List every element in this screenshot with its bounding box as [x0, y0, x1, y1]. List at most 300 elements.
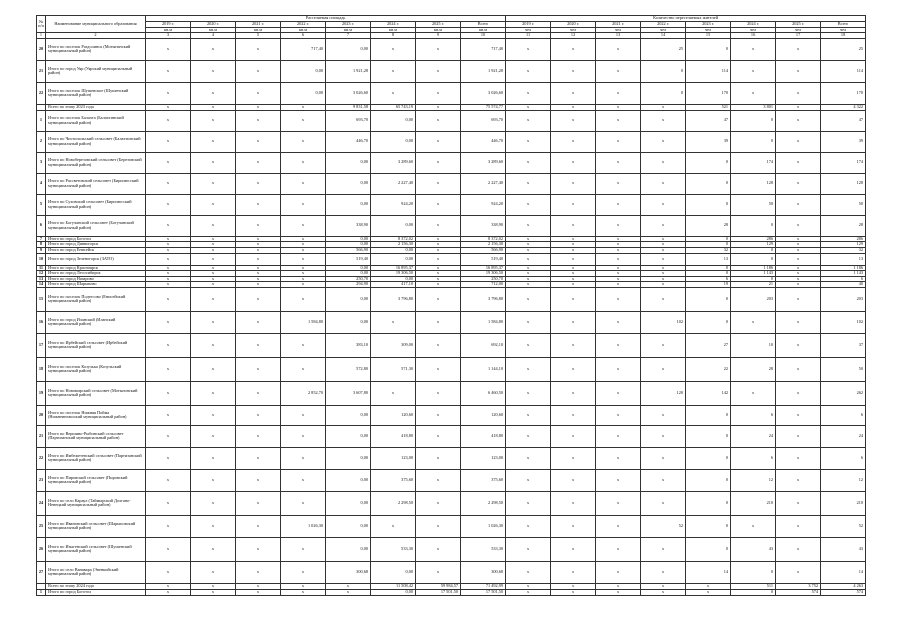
people-cell: x — [776, 561, 821, 583]
header-unit-people: чел — [776, 27, 821, 33]
area-cell: x — [281, 194, 326, 215]
area-cell: 0,00 — [326, 265, 371, 271]
area-cell: 924,20 — [461, 194, 506, 215]
area-cell: x — [236, 589, 281, 595]
table-row — [37, 60, 866, 82]
people-cell: 129 — [821, 242, 866, 248]
people-cell: x — [776, 152, 821, 173]
people-cell: x — [506, 491, 551, 515]
people-cell: x — [776, 515, 821, 537]
people-cell: 0 — [641, 82, 686, 104]
people-cell: 574 — [821, 589, 866, 595]
area-cell: x — [146, 253, 191, 265]
row-name: Итого по Имбежетевский сельсовет (Партизанский муниципальный район) — [46, 447, 146, 469]
people-cell: x — [596, 104, 641, 110]
area-cell: 692,10 — [461, 333, 506, 357]
area-cell: 0,00 — [326, 236, 371, 242]
area-cell: x — [191, 173, 236, 194]
people-cell: x — [551, 247, 596, 253]
area-cell: x — [416, 82, 461, 104]
area-cell: 0,00 — [326, 287, 371, 311]
area-cell: x — [191, 194, 236, 215]
table-row — [37, 491, 866, 515]
people-cell: 3 801 — [731, 104, 776, 110]
area-cell: 0,00 — [371, 276, 416, 282]
area-cell: 717,40 — [281, 38, 326, 60]
area-cell: x — [146, 271, 191, 277]
header-year-area: 2025 г. — [416, 22, 461, 28]
area-cell: 1 584,80 — [281, 311, 326, 333]
row-number: 3 — [37, 152, 46, 173]
area-cell: 924,20 — [371, 194, 416, 215]
area-cell: x — [281, 469, 326, 491]
area-cell: x — [236, 287, 281, 311]
area-cell: x — [191, 357, 236, 381]
people-cell: x — [506, 333, 551, 357]
area-cell: x — [236, 405, 281, 425]
people-cell: x — [551, 60, 596, 82]
header-year-area: 2022 г. — [281, 22, 326, 28]
people-cell: x — [551, 425, 596, 447]
area-cell: x — [146, 38, 191, 60]
row-number: 24 — [37, 491, 46, 515]
area-cell: x — [146, 447, 191, 469]
area-cell: 0,00 — [371, 561, 416, 583]
area-cell: 572,80 — [326, 357, 371, 381]
people-cell: x — [551, 282, 596, 288]
people-cell: x — [776, 425, 821, 447]
people-cell: x — [776, 236, 821, 242]
header-unit-area: кв.м — [371, 27, 416, 33]
people-cell: 28 — [731, 357, 776, 381]
area-cell: 0,00 — [326, 469, 371, 491]
row-number: 27 — [37, 561, 46, 583]
row-name: Итого по город Красноярск — [46, 265, 146, 271]
people-cell: 47 — [686, 110, 731, 131]
header-unit-area: кв.м — [236, 27, 281, 33]
people-cell: 0 — [731, 110, 776, 131]
area-cell: x — [146, 357, 191, 381]
area-cell: 0,00 — [326, 447, 371, 469]
people-cell: 12 — [731, 469, 776, 491]
area-cell: 2 156,30 — [371, 242, 416, 248]
area-cell: 2 227,40 — [371, 173, 416, 194]
row-name: Итого по город Дивногорск — [46, 242, 146, 248]
people-cell: 24 — [731, 425, 776, 447]
people-cell: 10 — [731, 333, 776, 357]
area-cell: x — [416, 357, 461, 381]
people-cell: 25 — [821, 38, 866, 60]
people-cell: x — [596, 311, 641, 333]
people-cell: x — [596, 405, 641, 425]
people-cell: x — [506, 381, 551, 405]
area-cell: x — [236, 425, 281, 447]
area-cell: x — [236, 236, 281, 242]
area-cell: x — [146, 82, 191, 104]
people-cell: x — [776, 110, 821, 131]
people-cell: x — [776, 242, 821, 248]
people-cell: x — [506, 82, 551, 104]
people-cell: x — [776, 215, 821, 236]
area-cell: x — [146, 152, 191, 173]
area-cell: x — [191, 265, 236, 271]
people-cell: x — [506, 537, 551, 561]
area-cell: 566,90 — [461, 247, 506, 253]
people-cell: x — [641, 104, 686, 110]
area-cell: 2 852,70 — [281, 381, 326, 405]
header-unit-people: чел — [641, 27, 686, 33]
header-column-number: 15 — [686, 33, 731, 39]
people-cell: x — [506, 589, 551, 595]
people-cell: x — [776, 469, 821, 491]
area-cell: 300,68 — [461, 561, 506, 583]
people-cell: 128 — [821, 173, 866, 194]
area-cell: 294,90 — [326, 282, 371, 288]
people-cell: 47 — [821, 110, 866, 131]
people-cell: x — [641, 131, 686, 152]
people-cell: 120 — [641, 381, 686, 405]
header-people-group: Количество переселяемых жителей — [506, 16, 866, 22]
area-cell: x — [236, 357, 281, 381]
area-cell: 1 921,28 — [326, 60, 371, 82]
area-cell: x — [191, 333, 236, 357]
area-cell: 375,60 — [371, 469, 416, 491]
area-cell: 1 144,10 — [461, 357, 506, 381]
area-cell: 446,70 — [326, 131, 371, 152]
area-cell: x — [146, 287, 191, 311]
header-unit-area: кв.м — [191, 27, 236, 33]
area-cell: 3 289,60 — [371, 152, 416, 173]
area-cell: 571,30 — [371, 357, 416, 381]
row-number: 18 — [37, 357, 46, 381]
area-cell: x — [236, 333, 281, 357]
row-name: Итого по город Назарово — [46, 276, 146, 282]
area-cell: 1 921,28 — [461, 60, 506, 82]
people-cell: x — [551, 469, 596, 491]
area-cell: 0,00 — [281, 82, 326, 104]
people-cell: 170 — [686, 82, 731, 104]
area-cell: x — [146, 311, 191, 333]
people-cell: 0 — [731, 247, 776, 253]
row-name: Итого по поселок Подтесово (Енисейский муниципальный район) — [46, 287, 146, 311]
table-row — [37, 515, 866, 537]
people-cell: x — [596, 110, 641, 131]
people-cell: 6 — [821, 405, 866, 425]
people-cell: x — [596, 282, 641, 288]
people-cell: 174 — [821, 152, 866, 173]
people-cell: x — [686, 583, 731, 589]
area-cell: 6 460,50 — [461, 381, 506, 405]
area-cell: 0,00 — [371, 215, 416, 236]
people-cell: x — [776, 131, 821, 152]
row-name: Итого по город Боготол — [46, 589, 146, 595]
people-cell: x — [641, 173, 686, 194]
table-row — [37, 405, 866, 425]
header-number: № п/п — [37, 16, 46, 33]
people-cell: x — [506, 104, 551, 110]
people-cell: x — [506, 242, 551, 248]
header-year-people: 2019 г. — [506, 22, 551, 28]
table-header — [37, 16, 866, 39]
people-cell: x — [641, 287, 686, 311]
row-number: 8 — [37, 242, 46, 248]
area-cell: x — [236, 60, 281, 82]
people-cell: 262 — [821, 381, 866, 405]
people-cell: 0 — [686, 287, 731, 311]
people-cell: 3 752 — [776, 583, 821, 589]
people-cell: x — [596, 253, 641, 265]
people-cell: x — [551, 82, 596, 104]
area-cell: 0,00 — [326, 311, 371, 333]
people-cell: x — [776, 173, 821, 194]
people-cell: 203 — [821, 287, 866, 311]
area-cell: x — [146, 194, 191, 215]
area-cell: x — [236, 311, 281, 333]
people-cell: x — [551, 110, 596, 131]
people-cell: x — [506, 271, 551, 277]
table-row — [37, 537, 866, 561]
people-cell: x — [641, 276, 686, 282]
area-cell: x — [371, 515, 416, 537]
area-cell: x — [236, 104, 281, 110]
people-cell: 142 — [686, 381, 731, 405]
row-number: 22 — [37, 447, 46, 469]
area-cell: x — [191, 131, 236, 152]
area-cell: 519,40 — [326, 253, 371, 265]
area-cell: 2 227,40 — [461, 173, 506, 194]
people-cell: x — [506, 131, 551, 152]
area-cell: x — [371, 381, 416, 405]
area-cell: x — [146, 537, 191, 561]
row-number: 1 — [37, 110, 46, 131]
area-cell: x — [281, 561, 326, 583]
table-row — [37, 447, 866, 469]
people-cell: 0 — [731, 589, 776, 595]
row-number: 20 — [37, 405, 46, 425]
row-name: Итого по город Енисейск — [46, 247, 146, 253]
people-cell: 0 — [686, 242, 731, 248]
area-cell: x — [236, 271, 281, 277]
row-number: 15 — [37, 287, 46, 311]
people-cell: x — [641, 242, 686, 248]
header-unit-people: чел — [686, 27, 731, 33]
area-cell: x — [416, 276, 461, 282]
people-cell: x — [596, 276, 641, 282]
people-cell: x — [641, 469, 686, 491]
people-cell: 0 — [686, 469, 731, 491]
people-cell: 0 — [731, 215, 776, 236]
people-cell: 0 — [686, 38, 731, 60]
people-cell: 0 — [731, 276, 776, 282]
area-cell: 3 796,80 — [371, 287, 416, 311]
people-cell: x — [506, 173, 551, 194]
people-cell: x — [506, 311, 551, 333]
area-cell: 17 501,50 — [416, 589, 461, 595]
area-cell: 375,60 — [461, 469, 506, 491]
people-cell: x — [776, 447, 821, 469]
people-cell: x — [776, 253, 821, 265]
area-cell: x — [281, 491, 326, 515]
area-cell: x — [416, 265, 461, 271]
header-unit-area: кв.м — [326, 27, 371, 33]
header-column-number: 18 — [821, 33, 866, 39]
people-cell: x — [551, 381, 596, 405]
area-cell: 309,00 — [371, 333, 416, 357]
people-cell: x — [776, 333, 821, 357]
header-column-number: 8 — [371, 33, 416, 39]
area-cell: 0,00 — [326, 173, 371, 194]
people-cell: 0 — [641, 60, 686, 82]
row-name: Итого по поселок Шушенское (Шушенский муниципальный район) — [46, 82, 146, 104]
header-unit-area: кв.м — [281, 27, 326, 33]
table-row — [37, 311, 866, 333]
row-name: Итого по Суховский сельсовет (Бирилюсский муниципальный район) — [46, 194, 146, 215]
area-cell: x — [281, 425, 326, 447]
people-cell: 14 — [821, 561, 866, 583]
area-cell: 120,60 — [461, 405, 506, 425]
people-cell: x — [506, 253, 551, 265]
area-cell: x — [236, 276, 281, 282]
people-cell: 19 — [686, 282, 731, 288]
people-cell: x — [776, 491, 821, 515]
area-cell: 1 026,30 — [281, 515, 326, 537]
people-cell: 12 — [821, 469, 866, 491]
resettlement-table — [36, 15, 866, 596]
header-column-number: 10 — [461, 33, 506, 39]
row-name: Итого по город Уяр (Уярский муниципальный район) — [46, 60, 146, 82]
people-cell: x — [641, 110, 686, 131]
people-cell: 6 — [821, 447, 866, 469]
header-year-people: Всего — [821, 22, 866, 28]
area-cell: 123,00 — [461, 447, 506, 469]
area-cell: x — [191, 447, 236, 469]
row-number: 26 — [37, 537, 46, 561]
people-cell: x — [596, 561, 641, 583]
people-cell: 128 — [731, 173, 776, 194]
header-year-area: 2019 г. — [146, 22, 191, 28]
area-cell: x — [236, 247, 281, 253]
area-cell: 0,00 — [371, 589, 416, 595]
area-cell: 8 372,02 — [371, 236, 416, 242]
area-cell: 2 156,30 — [461, 242, 506, 248]
people-cell: x — [641, 561, 686, 583]
area-cell: 1 584,80 — [461, 311, 506, 333]
area-cell: x — [191, 242, 236, 248]
people-cell: 21 — [731, 282, 776, 288]
people-cell: x — [641, 357, 686, 381]
people-cell: 174 — [731, 152, 776, 173]
area-cell: x — [281, 265, 326, 271]
area-cell: 3 026,60 — [461, 82, 506, 104]
people-cell: 1 186 — [821, 265, 866, 271]
people-cell: x — [731, 311, 776, 333]
area-cell: x — [146, 425, 191, 447]
area-cell: 120,60 — [371, 405, 416, 425]
area-cell: x — [371, 82, 416, 104]
people-cell: 39 — [821, 131, 866, 152]
people-cell: 203 — [731, 287, 776, 311]
people-cell: x — [641, 282, 686, 288]
row-number: 12 — [37, 271, 46, 277]
people-cell: x — [551, 152, 596, 173]
people-cell: x — [551, 491, 596, 515]
area-cell: 0,00 — [326, 242, 371, 248]
area-cell: x — [281, 247, 326, 253]
people-cell: x — [506, 583, 551, 589]
people-cell: 521 — [686, 104, 731, 110]
people-cell: x — [641, 215, 686, 236]
people-cell: x — [596, 194, 641, 215]
area-cell: x — [191, 311, 236, 333]
area-cell: x — [236, 515, 281, 537]
people-cell: x — [506, 60, 551, 82]
people-cell: 27 — [686, 333, 731, 357]
people-cell: x — [776, 405, 821, 425]
area-cell: x — [191, 491, 236, 515]
people-cell: 0 — [686, 194, 731, 215]
people-cell: x — [596, 173, 641, 194]
area-cell: x — [146, 131, 191, 152]
people-cell: 39 — [686, 131, 731, 152]
row-number: 25 — [37, 515, 46, 537]
people-cell: 13 — [821, 253, 866, 265]
area-cell: x — [416, 60, 461, 82]
people-cell: x — [776, 287, 821, 311]
header-year-people: 2024 г. — [731, 22, 776, 28]
people-cell: x — [731, 381, 776, 405]
row-name: Итого по Пировский сельсовет (Пировский муниципальный район) — [46, 469, 146, 491]
row-name: Итого по поселок Балахта (Балахтинский муниципальный район) — [46, 110, 146, 131]
area-cell: 2 298,50 — [461, 491, 506, 515]
area-cell: x — [146, 381, 191, 405]
people-cell: 0 — [686, 152, 731, 173]
people-cell: x — [596, 287, 641, 311]
row-name: Итого по город Лесосибирск — [46, 271, 146, 277]
area-cell: x — [416, 131, 461, 152]
people-cell: x — [641, 333, 686, 357]
people-cell: x — [551, 357, 596, 381]
area-cell: 123,00 — [371, 447, 416, 469]
people-cell: x — [596, 131, 641, 152]
people-cell: 0 — [686, 265, 731, 271]
area-cell: x — [326, 583, 371, 589]
area-cell: x — [281, 589, 326, 595]
area-cell: x — [191, 276, 236, 282]
people-cell: x — [596, 357, 641, 381]
area-cell: 693,70 — [461, 110, 506, 131]
area-cell: 693,70 — [326, 110, 371, 131]
area-cell: x — [281, 357, 326, 381]
row-number: 11 — [37, 265, 46, 271]
area-cell: x — [146, 110, 191, 131]
area-cell: x — [191, 515, 236, 537]
row-name: Итого по Новомирский сельсовет (Мотыгинский муниципальный район) — [46, 381, 146, 405]
people-cell: 114 — [821, 60, 866, 82]
people-cell: x — [776, 247, 821, 253]
area-cell: 383,10 — [326, 333, 371, 357]
people-cell: 52 — [821, 515, 866, 537]
area-cell: 65 743,19 — [371, 104, 416, 110]
header-column-number: 16 — [731, 33, 776, 39]
area-cell: x — [371, 311, 416, 333]
people-cell: 210 — [731, 491, 776, 515]
people-cell: 32 — [821, 247, 866, 253]
area-cell: 1 026,30 — [461, 515, 506, 537]
people-cell: x — [596, 491, 641, 515]
people-cell: x — [596, 589, 641, 595]
area-cell: x — [191, 271, 236, 277]
people-cell: x — [551, 276, 596, 282]
